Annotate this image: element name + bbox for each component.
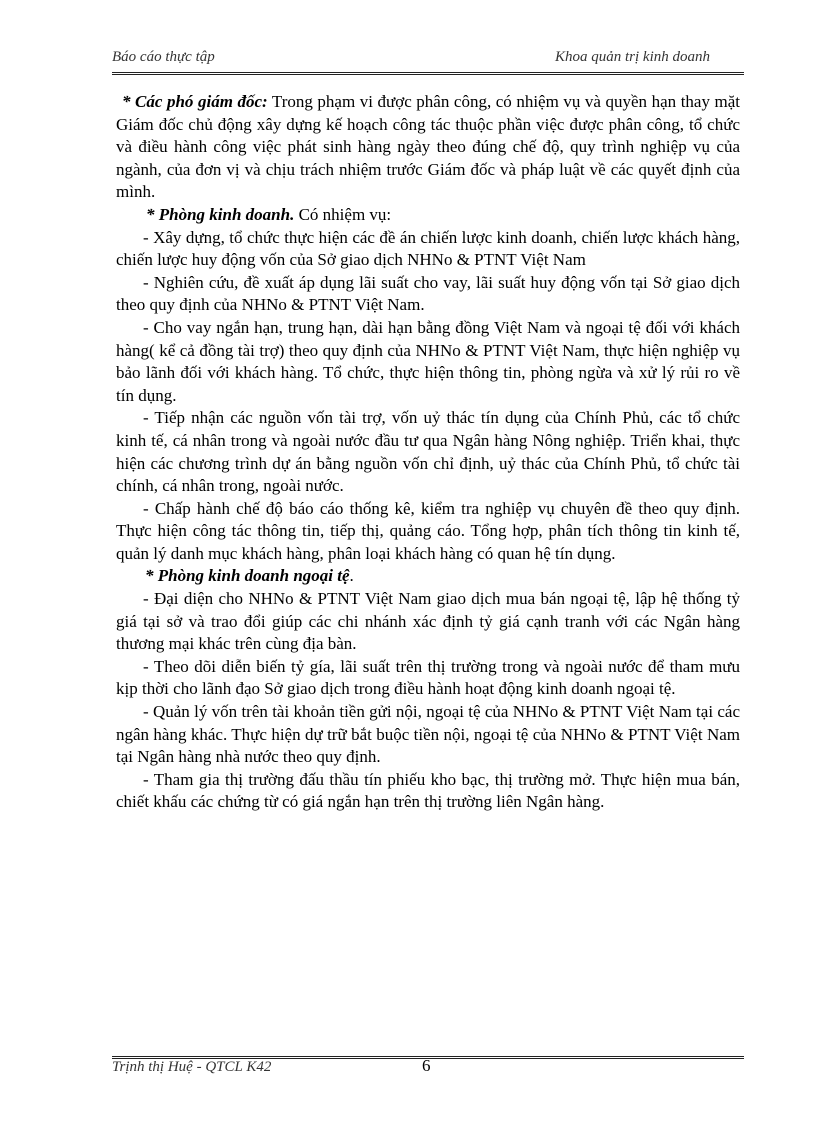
heading-deputy-directors: * Các phó giám đốc: [122, 92, 268, 111]
list-item: - Nghiên cứu, đề xuất áp dụng lãi suất cho vay, lãi suất huy động vốn tại Sở giao dịch theo quy định của NHNo & PTNT Việt Nam. [116, 272, 740, 315]
paragraph-text: . [349, 566, 354, 586]
paragraph-text: Có nhiệm vụ: [294, 204, 392, 224]
page-number: 6 [422, 1056, 431, 1075]
list-item: - Tiếp nhận các nguồn vốn tài trợ, vốn uỷ thác tín dụng của Chính Phủ, các tổ chức kinh tế, cá nhân trong và ngoài nước đầu tư qua Ngân hàng Nông nghiệp. Triển khai, thực hiện các chương trình dự án bằng nguồn vốn chỉ định, uỷ thác của Chính Phủ, tổ chức tài chính, cá nhân trong, ngoài nước. [116, 408, 740, 496]
paragraph-forex-dept [116, 565, 740, 588]
page-footer [112, 1056, 744, 1079]
list-item: - Chấp hành chế độ báo cáo thống kê, kiểm tra nghiệp vụ chuyên đề theo quy định. Thực hiện công tác thông tin, tiếp thị, quảng cáo. Tổng hợp, phân tích thông tin kinh tế, quản lý danh mục khách hàng, phân loại khách hàng có quan hệ tín dụng. [116, 498, 740, 563]
paragraph-business-dept [116, 204, 740, 227]
footer-author: Trịnh thị Huệ - QTCL K42 [112, 1059, 272, 1075]
document-body [116, 91, 740, 814]
paragraph-text: Trong phạm vi được phân công, có nhiệm vụ và quyền hạn thay mặt Giám đốc chủ động xây dựng kế hoạch công tác thuộc phần việc được phân công, tổ chức và điều hành công việc phát sinh hàng ngày theo đúng chế độ, quy trình nghiệp vụ của ngành, của đơn vị và chịu trách nhiệm trước Giám đốc và pháp luật về các quyết định của mình. [116, 92, 740, 202]
list-item: - Cho vay ngắn hạn, trung hạn, dài hạn bằng đồng Việt Nam và ngoại tệ đối với khách hàng( kể cả đồng tài trợ) theo quy định của NHNo & PTNT Việt Nam, thực hiện nghiệp vụ bảo lãnh đối với khách hàng. Tổ chức, thực hiện thông tin, phòng ngừa và xử lý rủi ro về tín dụng. [116, 317, 740, 405]
list-item: - Tham gia thị trường đấu thầu tín phiếu kho bạc, thị trường mở. Thực hiện mua bán, chiết khấu các chứng từ có giá ngắn hạn trên thị trường liên Ngân hàng. [116, 769, 740, 812]
list-item: - Đại diện cho NHNo & PTNT Việt Nam giao dịch mua bán ngoại tệ, lập hệ thống tỷ giá tại sở và trao đổi giúp các chi nhánh xác định tỷ giá cạnh tranh với các Ngân hàng thương mại khác trên cùng địa bàn. [116, 589, 740, 654]
page-header [112, 46, 744, 75]
list-item: - Theo dõi diễn biến tỷ gía, lãi suất trên thị trường trong và ngoài nước để tham mưu kịp thời cho lãnh đạo Sở giao dịch trong điều hành hoạt động kinh doanh ngoại tệ. [116, 656, 740, 699]
heading-business-dept: * Phòng kinh doanh. [146, 204, 295, 224]
list-item: - Xây dựng, tổ chức thực hiện các đề án chiến lược kinh doanh, chiến lược khách hàng, chiến lược huy động vốn của Sở giao dịch NHNo & PTNT Việt Nam [116, 227, 740, 270]
paragraph-deputy-directors [116, 91, 740, 204]
heading-forex-dept: * Phòng kinh doanh ngoại tệ [145, 566, 350, 586]
header-report-title: Báo cáo thực tập [112, 49, 215, 65]
list-item: - Quản lý vốn trên tài khoản tiền gửi nội, ngoại tệ của NHNo & PTNT Việt Nam tại các ngân hàng khác. Thực hiện dự trữ bắt buộc tiền nội, ngoại tệ của NHNo & PTNT Việt Nam tại Ngân hàng nhà nước theo quy định. [116, 702, 740, 767]
header-faculty-name: Khoa quản trị kinh doanh [554, 49, 710, 65]
